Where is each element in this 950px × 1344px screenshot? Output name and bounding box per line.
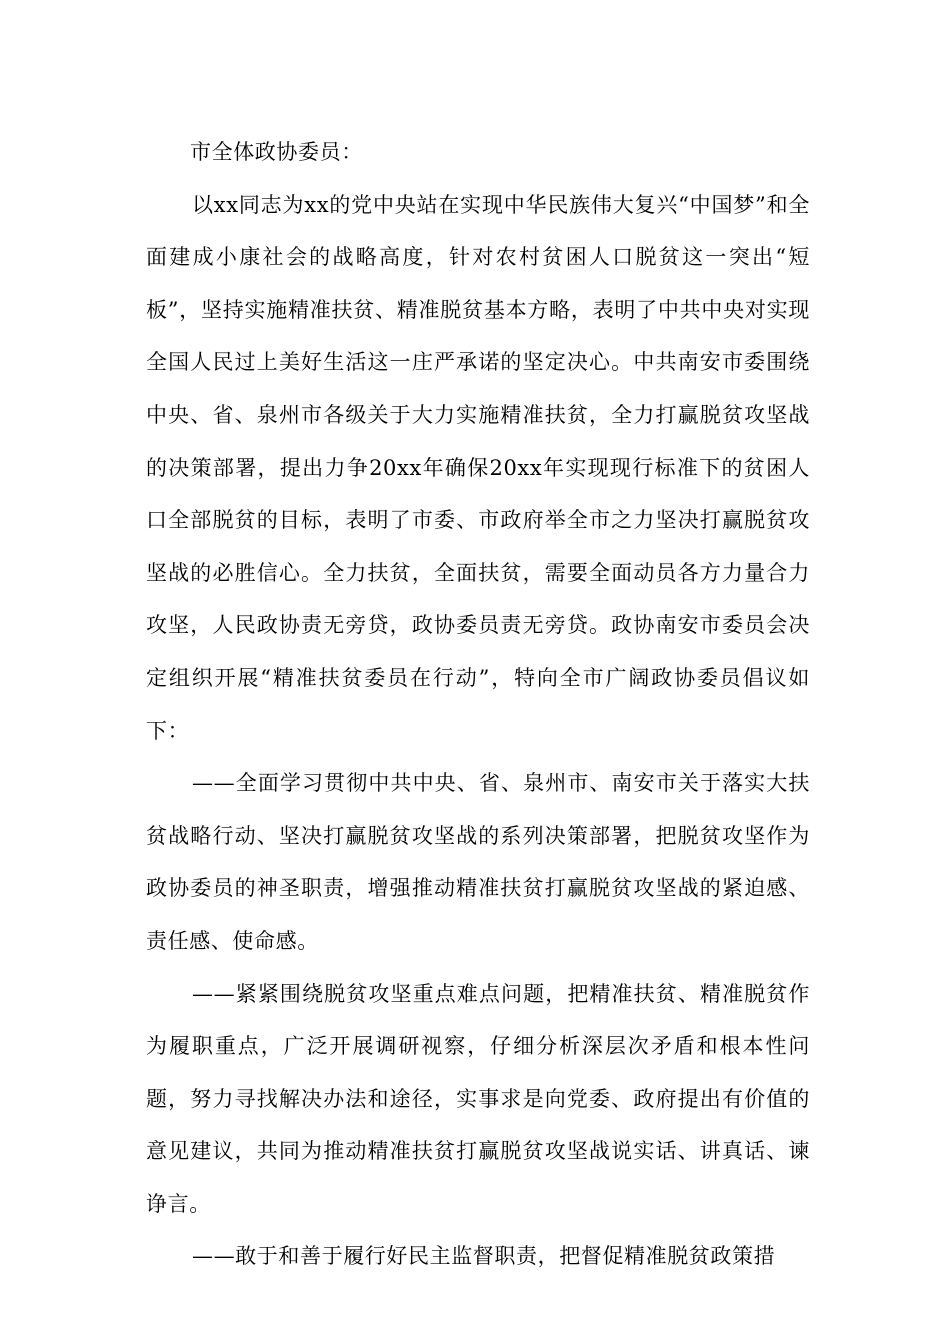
paragraph-proposal-1: ——全面学习贯彻中共中央、省、泉州市、南安市关于落实大扶贫战略行动、坚决打赢脱贫攻坚战的系列决策部署，把脱贫攻坚作为政协委员的神圣职责，增强推动精准扶贫打赢脱贫攻坚战的紧迫感、责任感、使命感。 xyxy=(146,771,810,953)
document-body xyxy=(146,126,810,1283)
paragraph-proposal-2: ——紧紧围绕脱贫攻坚重点难点问题，把精准扶贫、精准脱贫作为履职重点，广泛开展调研视察，仔细分析深层次矛盾和根本性问题，努力寻找解决办法和途径，实事求是向党委、政府提出有价值的意见建议，共同为推动精准扶贫打赢脱贫攻坚战说实话、讲真话、谏诤言。 xyxy=(146,981,810,1216)
salutation: 市全体政协委员： xyxy=(190,140,363,164)
paragraph-intro: 以xx同志为xx的党中央站在实现中华民族伟大复兴“中国梦”和全面建成小康社会的战略高度，针对农村贫困人口脱贫这一突出“短板”，坚持实施精准扶贫、精准脱贫基本方略，表明了中共中央对实现全国人民过上美好生活这一庄严承诺的坚定决心。中共南安市委围绕中央、省、泉州市各级关于大力实施精准扶贫，全力打赢脱贫攻坚战的决策部署，提出力争20xx年确保20xx年实现现行标准下的贫困人口全部脱贫的目标，表明了市委、市政府举全市之力坚决打赢脱贫攻坚战的必胜信心。全力扶贫，全面扶贫，需要全面动员各方力量合力攻坚，人民政协责无旁贷，政协委员责无旁贷。政协南安市委员会决定组织开展“精准扶贫委员在行动”，特向全市广阔政协委员倡议如下： xyxy=(146,192,810,743)
paragraph-proposal-3: ——敢于和善于履行好民主监督职责，把督促精准脱贫政策措 xyxy=(192,1244,776,1269)
